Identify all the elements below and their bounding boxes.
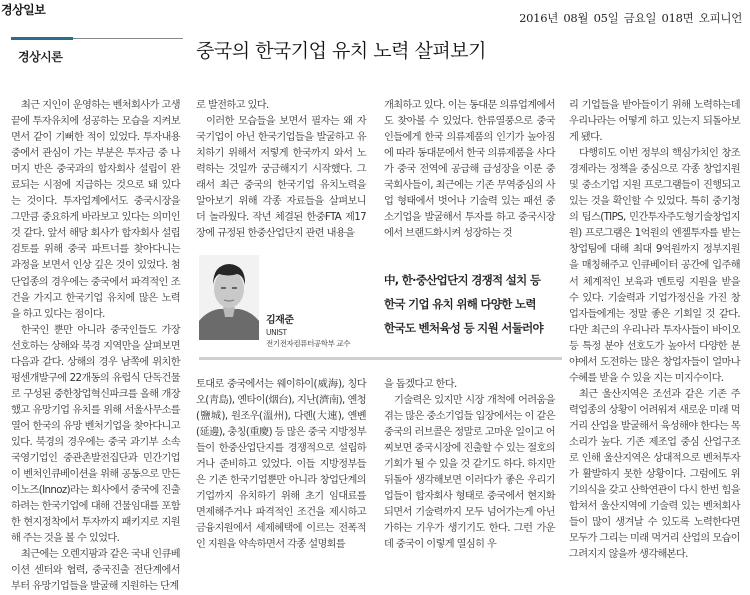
paragraph: 기술력은 있지만 시장 개척에 어려움을 겪는 많은 중소기업들 입장에서는 이 같은 중국의 러브콜은 정말로 고마운 일이고 어찌보면 중국시장에 진출할 수 있는 절호의 기회가 될 수 있을 것 같기도 하다. 하지만 뒤돌아 생각해보면 이러다가 좋은 우리기업들이 합자회사 형태로 중국에서 현지화되면서 기술력까지 모두 넘어가는게 아닌가하는 기우가 생기기도 한다. 그런 가운데 중국이 이렇게 열심히 우 xyxy=(384,395,555,551)
paragraph: 리 기업들을 받아들이기 위해 노력하는데 우리나라는 어떻게 하고 있는지 되돌아보게 됐다. xyxy=(569,100,740,144)
paragraph: 최근에는 오렌지팜과 같은 국내 인큐베이션 센터와 협력, 중국진출 전단계에서부터 유망기업들을 발굴해 지원하는 단계 xyxy=(11,549,180,593)
pull-quote-line: 한국 기업 유치 위해 다양한 노력 xyxy=(384,297,536,311)
paragraph: 로 발전하고 있다. xyxy=(196,100,269,111)
pull-quote-line: 中, 한·중산업단지 경쟁적 설치 등 xyxy=(384,273,541,287)
author-byline xyxy=(266,314,350,349)
publication-dateline: 2016년 08월 05일 금요일 018면 오피니언 xyxy=(519,11,742,25)
byline-divider xyxy=(199,357,364,360)
paragraph: 이러한 모습들을 보면서 필자는 왜 자국기업이 아닌 한국기업들을 발굴하고 유치하기 위해서 저렇게 한국까지 와서 노력하는 것일까 궁금해지기 시작했다. 그래서 최근 중국의 한국기업 유치노력을 알아보기 위해 각종 자료들을 살펴보니 더 놀라웠다. 작년 체결된 한중FTA 제17장에 규정된 한중산업단지 관련 내용을 xyxy=(196,116,366,240)
section-accent-bar xyxy=(11,37,73,40)
article-column-2-top xyxy=(196,98,366,242)
section-label: 경상시론 xyxy=(18,50,63,64)
paragraph: 을 돕겠다고 한다. xyxy=(384,379,457,390)
article-headline: 중국의 한국기업 유치 노력 살펴보기 xyxy=(196,40,486,62)
author-portrait-icon xyxy=(199,255,259,340)
author-title: 전기전자컴퓨터공학부 교수 xyxy=(266,339,351,348)
paragraph: 개최하고 있다. 이는 동대문 의류업계에서도 찾아볼 수 있었다. 한류열풍으로 중국인들에게 한국 의류제품의 인기가 높아짐에 따라 동대문에서 한국 의류제품을 사다가 중국 전역에 공급해 급성장을 이룬 중국회사들이, 최근에는 기존 무역중심의 사업 형태에서 벗어나 기술력 있는 패션 중소기업을 발굴해서 투자를 하고 중국시장에서 브랜드화시켜 성장하는 것 xyxy=(384,100,555,240)
paragraph: 최근 울산지역은 조선과 같은 기존 주력업종의 상황이 어려워져 새로운 미래 먹거리 산업을 발굴해서 육성해야 한다는 목소리가 높다. 기존 제조업 중심 산업구조로 인해 울산지역은 상대적으로 벤처투자가 활발하지 못한 상황이다. 그럼에도 위기의식을 갖고 산학연관이 다시 한번 힘을 합쳐서 울산지역에 기술력 있는 벤처회사들이 많이 생겨날 수 있도록 노력한다면 모두가 그리는 미래 먹거리 산업의 모습이 그려지지 않을까 생각해본다. xyxy=(569,388,740,561)
article-column-3-top xyxy=(384,98,555,242)
pull-quote-line: 한국도 벤처육성 등 지원 서둘러야 xyxy=(384,321,543,335)
author-photo xyxy=(199,255,259,340)
article-column-4 xyxy=(569,98,740,563)
article-column-3-bottom xyxy=(384,377,555,554)
article-column-2-bottom xyxy=(196,377,366,554)
paragraph: 다행히도 이번 정부의 핵심가치인 창조경제라는 정책을 중심으로 각종 창업지원 및 중소기업 지원 프로그램들이 진행되고 있는 것을 확인할 수 있었다. 특히 중기청의 팁스(TIPS, 민간투자주도형기술창업지원) 프로그램은 1억원의 엔젤투자를 받는 창업팀에 대해 최대 9억원까지 정부지원을 매칭해주고 인큐베이터 공간에 입주해서 체계적인 보육과 멘토링 지원을 받을 수 있다. 기술력과 기업가정신을 가진 창업자들에게는 정말 좋은 기회일 것 같다. 다만 최근의 우리나라 투자사들이 바이오 등 특정 분야 선호도가 높아서 다양한 분야에서 도전하는 많은 창업자들이 얼마나 수혜를 받을 수 있을 지는 미지수이다. xyxy=(569,148,740,384)
paragraph: 토대로 중국에서는 웨이하이(威海), 칭다오(靑島), 옌타이(烟台), 지난(濟南), 옌청(鹽城), 원조우(溫州), 다롄(大連), 옌볜(延邊), 충칭(重慶) 등 많은 중국 지방정부들이 한중산업단지를 경쟁적으로 설립하거나 준비하고 있었다. 이들 지방정부들은 기존 한국기업뿐만 아니라 창업단계의 기업까지 유치하기 위해 초기 임대료를 면제해주거나 파격적인 조건을 제시하고 금융지원에서 세제혜택에 이르는 전폭적인 지원을 약속하면서 각종 설명회를 xyxy=(196,379,366,551)
article-column-1 xyxy=(11,98,180,595)
author-organization: UNIST xyxy=(266,328,287,337)
newspaper-name: 경상일보 xyxy=(1,3,46,17)
paragraph: 한국인 뿐만 아니라 중국인들도 가장 선호하는 상해와 북경 지역만을 살펴보면 다음과 같다. 상해의 경우 남쪽에 위치한 펑센개발구에 22개동의 유럽식 단독건물로 구성된 중한창업혁신파크를 올해 개장했고 유망기업 유치를 위해 서울사무소를 열어 한국의 유망 벤처기업을 찾아다니고 있다. 북경의 경우에는 중국 과기부 소속 국영기업인 중관촌발전집단과 민간기업이 벤처인큐베이션을 위해 공동으로 만든 이노즈(Innoz)라는 회사에서 중국에 진출하려는 한국기업에 대해 건물임대를 포함한 현지정착에서 투자까지 패키지로 지원해 주는 것을 볼 수 있었다. xyxy=(11,324,180,545)
pull-quote xyxy=(384,268,562,340)
author-name: 김재준 xyxy=(266,315,294,326)
pull-quote-divider xyxy=(364,357,562,360)
paragraph: 최근 지인이 운영하는 벤처회사가 고생 끝에 투자유치에 성공하는 모습을 지켜보면서 같이 기뻐한 적이 있었다. 투자내용 중에서 관심이 가는 부분은 투자금 중 나머지 반은 중국과의 합자회사 설립이 완료되는 시점에 지급하는 것으로 돼 있다는 것이다. 투자업계에서도 중국시장을 그만큼 중요하게 바라보고 있다는 의미인 것 같다. 앞서 해당 회사가 합자회사 설립 검토를 위해 중국 파트너를 찾아다니는 과정을 보면서 인상 깊은 것이 있었다. 첨단업종의 경우에는 중국에서 파격적인 조건을 가지고 한국기업 유치에 많은 노력을 하고 있다는 점이다. xyxy=(11,100,180,320)
